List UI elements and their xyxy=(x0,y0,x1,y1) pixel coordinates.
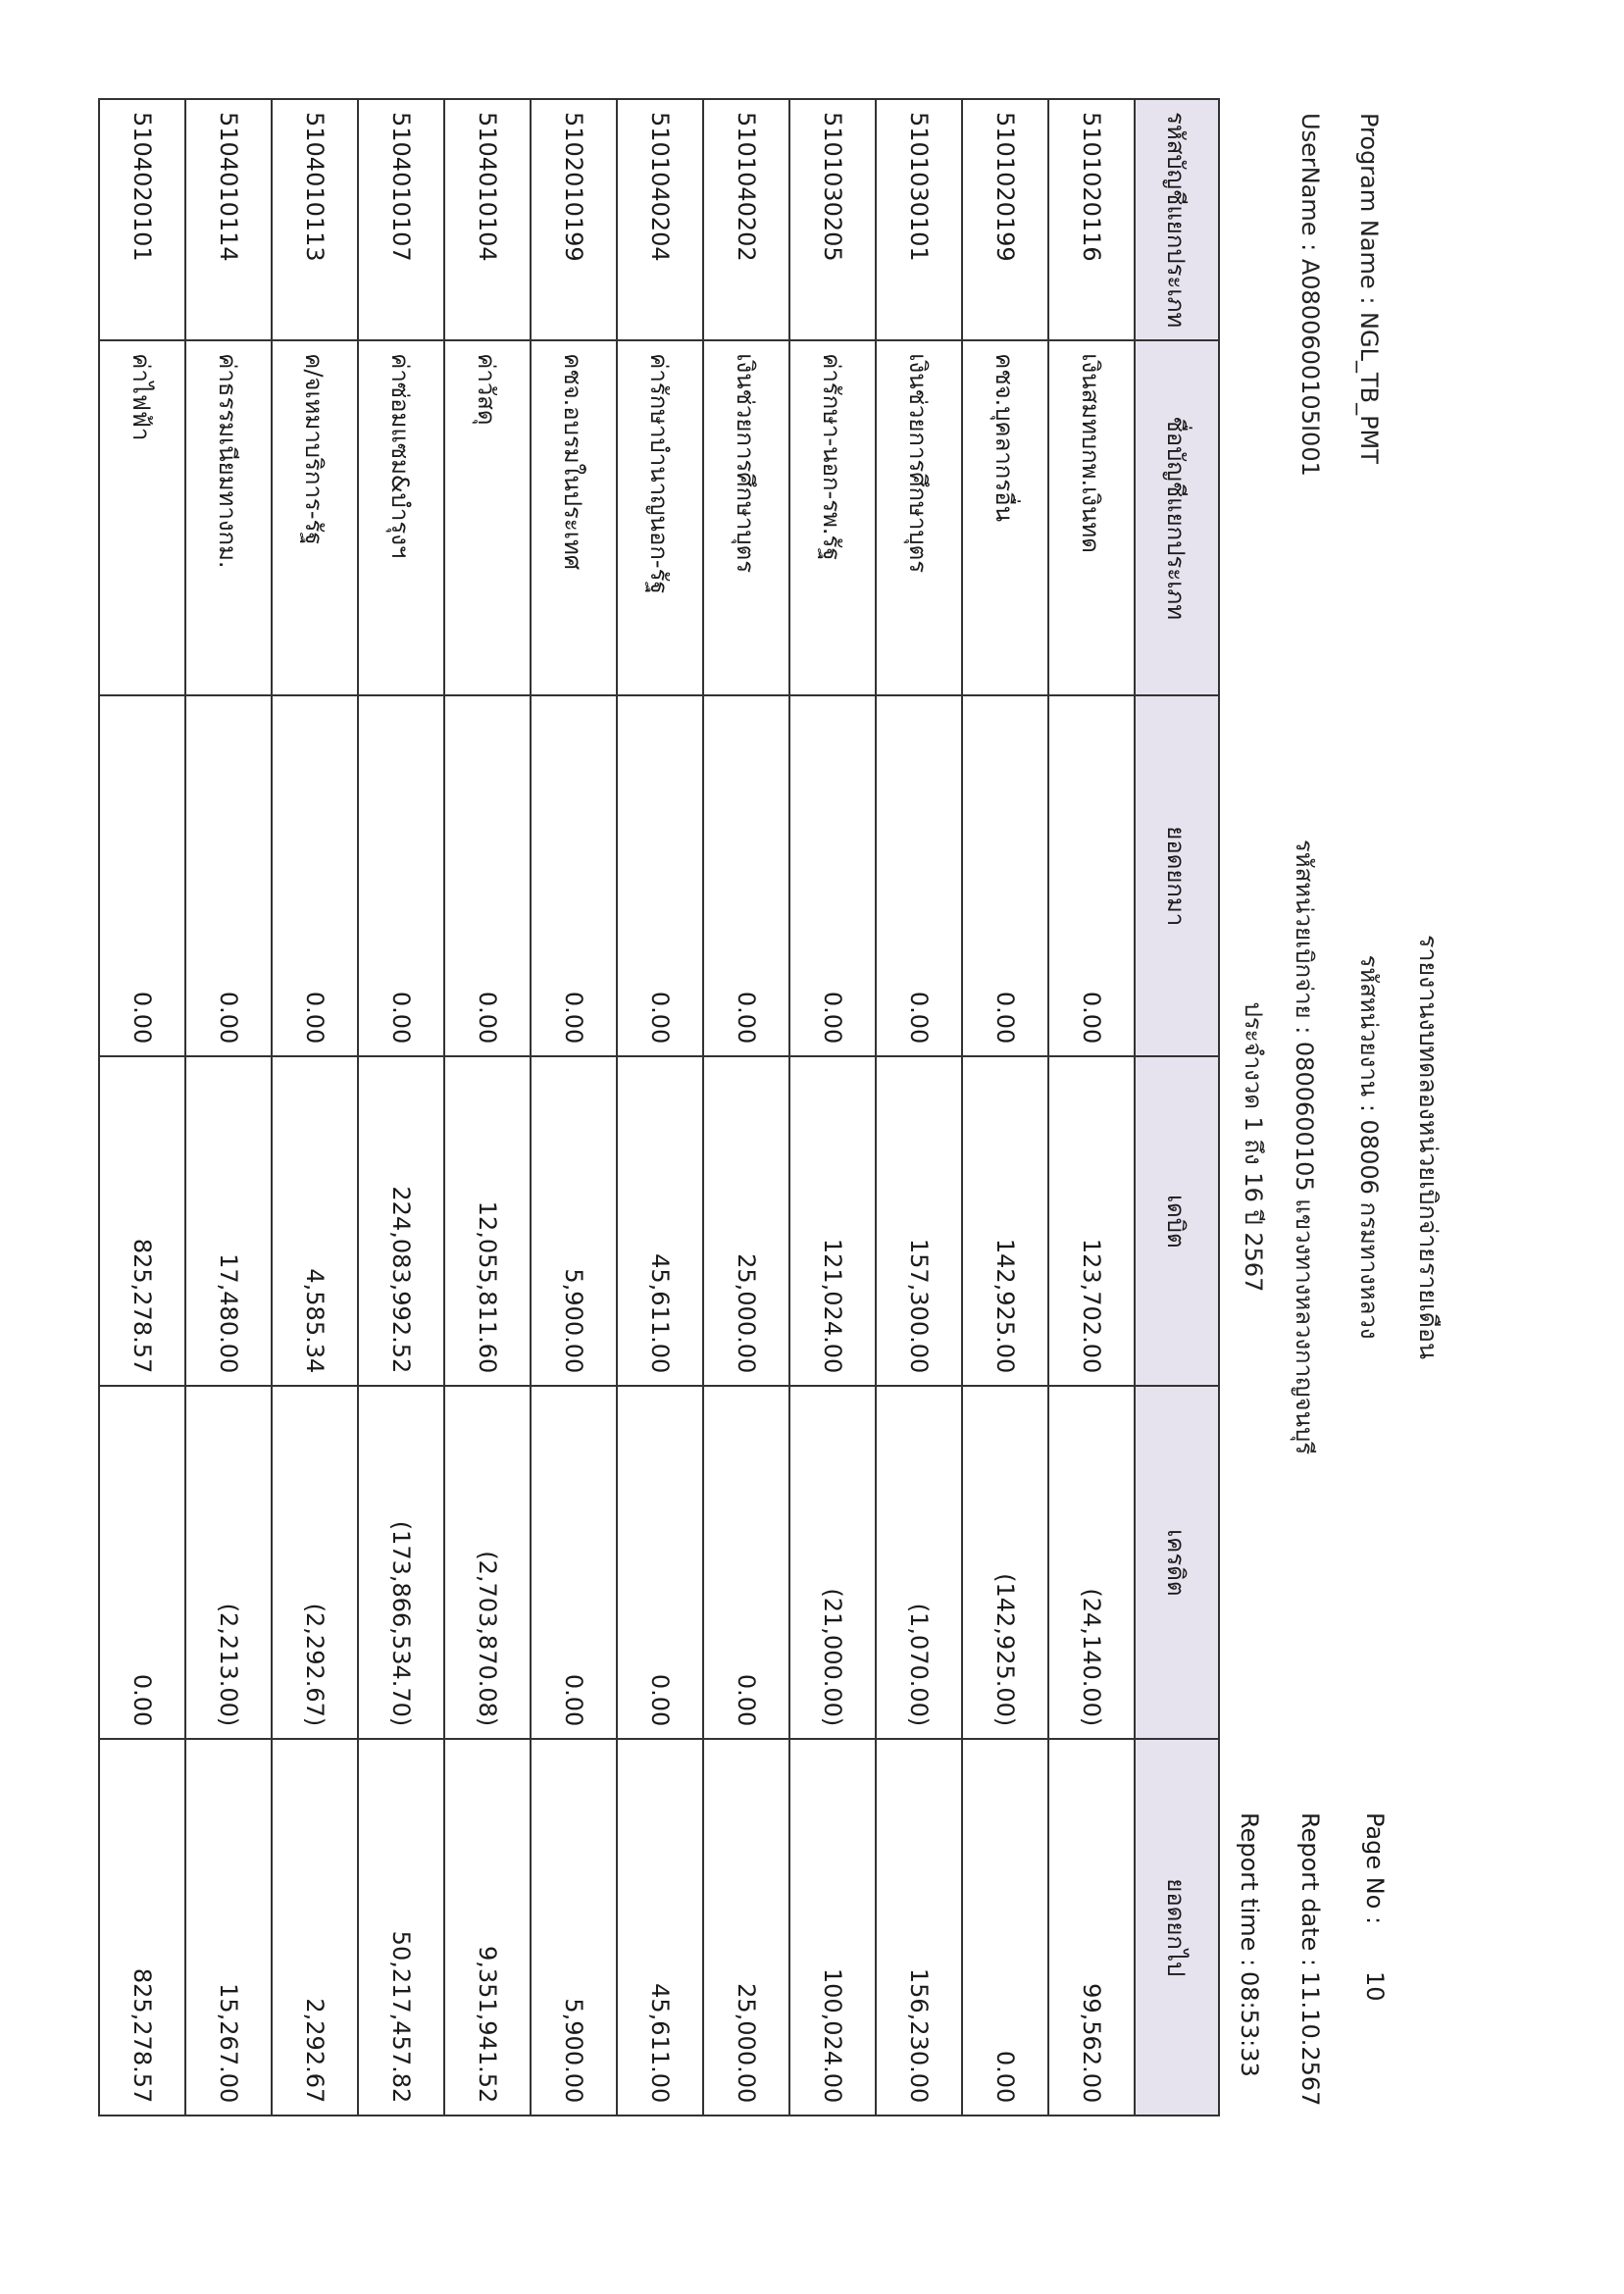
brought-forward-cell: 0.00 xyxy=(531,695,617,1056)
credit-cell: (2,292.67) xyxy=(272,1386,358,1739)
brought-forward-cell: 0.00 xyxy=(789,695,876,1056)
debit-cell: 45,611.00 xyxy=(617,1056,703,1386)
account-code-cell: 5101040204 xyxy=(617,99,703,340)
credit-cell: (173,866,534.70) xyxy=(358,1386,444,1739)
brought-forward-cell: 0.00 xyxy=(617,695,703,1056)
brought-forward-cell: 0.00 xyxy=(272,695,358,1056)
table-row xyxy=(617,99,703,2116)
credit-cell: 0.00 xyxy=(531,1386,617,1739)
debit-cell: 25,000.00 xyxy=(703,1056,789,1386)
brought-forward-cell: 0.00 xyxy=(358,695,444,1056)
carried-forward-cell: 9,351,941.52 xyxy=(444,1739,531,2116)
account-name-cell: คชจ.อบรมในประเทศ xyxy=(531,340,617,695)
brought-forward-cell: 0.00 xyxy=(703,695,789,1056)
report-time-value: 08:53:33 xyxy=(1236,1971,1263,2077)
account-code-cell: 5104010114 xyxy=(185,99,272,340)
report-title: รายงานงบทดลองหน่วยเบิกจ่ายรายเดือน xyxy=(1414,935,1443,1359)
carried-forward-cell: 825,278.57 xyxy=(99,1739,185,2116)
credit-cell: (2,703,870.08) xyxy=(444,1386,531,1739)
page-no-value: 10 xyxy=(1361,1971,1389,2002)
carried-forward-cell: 99,562.00 xyxy=(1048,1739,1135,2116)
carried-forward-cell: 25,000.00 xyxy=(703,1739,789,2116)
brought-forward-cell: 0.00 xyxy=(1048,695,1135,1056)
credit-cell: (24,140.00) xyxy=(1048,1386,1135,1739)
account-code-cell: 5101020116 xyxy=(1048,99,1135,340)
account-code-cell: 5104010104 xyxy=(444,99,531,340)
brought-forward-cell: 0.00 xyxy=(962,695,1048,1056)
account-name-cell: เงินช่วยการศึกษาบุตร xyxy=(703,340,789,695)
report-date-label: Report date : xyxy=(1296,1812,1324,1967)
table-row xyxy=(876,99,962,2116)
debit-cell: 121,024.00 xyxy=(789,1056,876,1386)
credit-cell: 0.00 xyxy=(617,1386,703,1739)
account-code-cell: 5101040202 xyxy=(703,99,789,340)
table-row xyxy=(1048,99,1135,2116)
col-account-name: ชื่อบัญชีแยกประเภท xyxy=(1135,340,1219,695)
table-row xyxy=(185,99,272,2116)
table-row xyxy=(531,99,617,2116)
account-code-cell: 5101030205 xyxy=(789,99,876,340)
col-debit: เดบิต xyxy=(1135,1056,1219,1386)
table-row xyxy=(703,99,789,2116)
account-name-cell: ค่ารักษา-นอก-รพ.รัฐ xyxy=(789,340,876,695)
carried-forward-cell: 50,217,457.82 xyxy=(358,1739,444,2116)
col-account-code: รหัสบัญชีแยกประเภท xyxy=(1135,99,1219,340)
brought-forward-cell: 0.00 xyxy=(876,695,962,1056)
debit-cell: 157,300.00 xyxy=(876,1056,962,1386)
credit-cell: (1,070.00) xyxy=(876,1386,962,1739)
report-period: ประจำงวด 1 ถึง 16 ปี 2567 xyxy=(1240,1001,1267,1293)
table-header-row xyxy=(1135,99,1219,2116)
account-code-cell: 5101030101 xyxy=(876,99,962,340)
col-credit: เครดิต xyxy=(1135,1386,1219,1739)
account-code-cell: 5104010113 xyxy=(272,99,358,340)
report-time-label: Report time : xyxy=(1236,1812,1263,1967)
brought-forward-cell: 0.00 xyxy=(185,695,272,1056)
debit-cell: 4,585.34 xyxy=(272,1056,358,1386)
credit-cell: (142,925.00) xyxy=(962,1386,1048,1739)
credit-cell: 0.00 xyxy=(703,1386,789,1739)
user-name: UserName : A0800600105I001 xyxy=(1296,113,1324,477)
carried-forward-cell: 45,611.00 xyxy=(617,1739,703,2116)
account-code-cell: 5104020101 xyxy=(99,99,185,340)
carried-forward-cell: 5,900.00 xyxy=(531,1739,617,2116)
credit-cell: (2,213.00) xyxy=(185,1386,272,1739)
table-row xyxy=(444,99,531,2116)
debit-cell: 17,480.00 xyxy=(185,1056,272,1386)
account-name-cell: ค่าวัสดุ xyxy=(444,340,531,695)
brought-forward-cell: 0.00 xyxy=(99,695,185,1056)
debit-cell: 142,925.00 xyxy=(962,1056,1048,1386)
account-name-cell: เงินช่วยการศึกษาบุตร xyxy=(876,340,962,695)
account-name-cell: คชจ.บุคลากรอื่น xyxy=(962,340,1048,695)
agency-code: รหัสหน่วยงาน : 08006 กรมทางหลวง xyxy=(1355,954,1383,1340)
account-name-cell: ค่าไฟฟ้า xyxy=(99,340,185,695)
col-brought-forward: ยอดยกมา xyxy=(1135,695,1219,1056)
account-name-cell: ค่าธรรมเนียมทางกม. xyxy=(185,340,272,695)
trial-balance-table xyxy=(98,98,1220,2116)
account-name-cell: ค/จเหมาบริการ-รัฐ xyxy=(272,340,358,695)
col-carried-forward: ยอดยกไป xyxy=(1135,1739,1219,2116)
carried-forward-cell: 2,292.67 xyxy=(272,1739,358,2116)
carried-forward-cell: 15,267.00 xyxy=(185,1739,272,2116)
carried-forward-cell: 100,024.00 xyxy=(789,1739,876,2116)
carried-forward-cell: 156,230.00 xyxy=(876,1739,962,2116)
table-row xyxy=(962,99,1048,2116)
debit-cell: 5,900.00 xyxy=(531,1056,617,1386)
carried-forward-cell: 0.00 xyxy=(962,1739,1048,2116)
account-name-cell: ค่าซ่อมแซม&บำรุงฯ xyxy=(358,340,444,695)
account-code-cell: 5104010107 xyxy=(358,99,444,340)
page-no-label: Page No : xyxy=(1361,1812,1389,1925)
report-date-value: 11.10.2567 xyxy=(1296,1971,1324,2107)
debit-cell: 224,083,992.52 xyxy=(358,1056,444,1386)
debit-cell: 12,055,811.60 xyxy=(444,1056,531,1386)
account-code-cell: 5102010199 xyxy=(531,99,617,340)
program-name: Program Name : NGL_TB_PMT xyxy=(1355,113,1383,464)
account-code-cell: 5101020199 xyxy=(962,99,1048,340)
debit-cell: 825,278.57 xyxy=(99,1056,185,1386)
disbursement-unit: รหัสหน่วยเบิกจ่าย : 0800600105 แขวงทางหลวงกาญจนบุรี xyxy=(1291,839,1318,1455)
table-row xyxy=(99,99,185,2116)
debit-cell: 123,702.00 xyxy=(1048,1056,1135,1386)
credit-cell: 0.00 xyxy=(99,1386,185,1739)
table-row xyxy=(789,99,876,2116)
table-row xyxy=(358,99,444,2116)
table-row xyxy=(272,99,358,2116)
credit-cell: (21,000.00) xyxy=(789,1386,876,1739)
brought-forward-cell: 0.00 xyxy=(444,695,531,1056)
account-name-cell: ค่ารักษาบำนาญนอก-รัฐ xyxy=(617,340,703,695)
account-name-cell: เงินสมทบกพ.เงินทด xyxy=(1048,340,1135,695)
